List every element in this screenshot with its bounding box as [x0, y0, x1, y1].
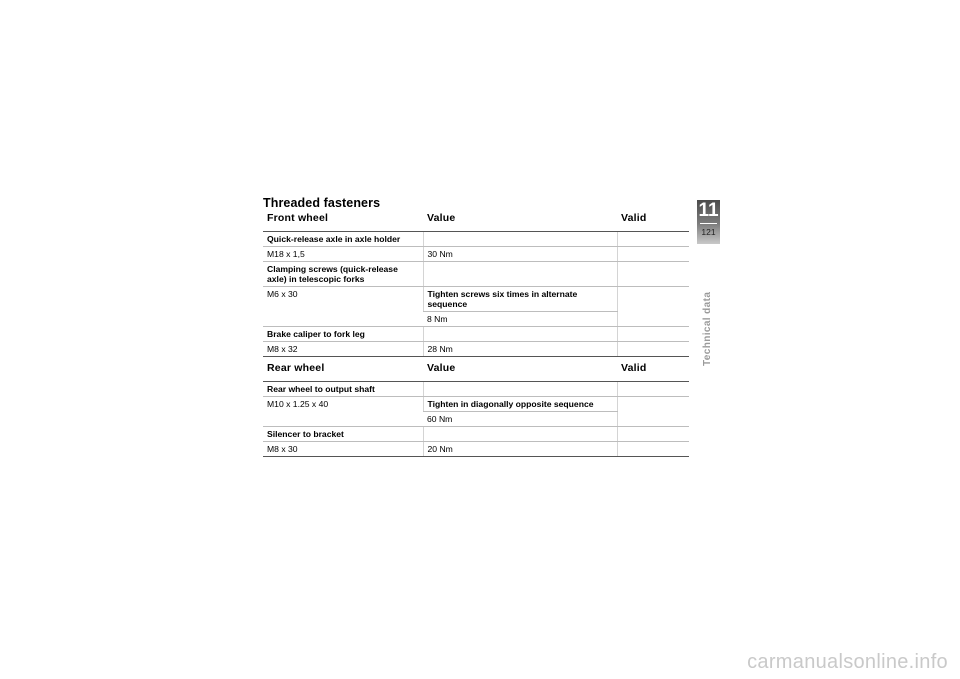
table-header-row: [263, 362, 689, 382]
fastener-spec: M10 x 1.25 x 40: [263, 397, 423, 427]
table-row: [263, 382, 689, 397]
table-row: [263, 397, 689, 412]
fastener-spec: M8 x 32: [263, 342, 423, 357]
torque-value: 8 Nm: [423, 312, 617, 327]
tightening-instruction: Tighten screws six times in alternate sequence: [423, 287, 617, 312]
watermark: carmanualsonline.info: [747, 651, 948, 673]
chapter-side-label: Technical data: [702, 291, 713, 366]
chapter-divider: [700, 223, 717, 224]
torque-value: 60 Nm: [423, 412, 617, 427]
table-row: [263, 442, 689, 457]
column-header-front-wheel: Front wheel: [263, 212, 423, 232]
column-header-rear-wheel: Rear wheel: [263, 362, 423, 382]
valid-cell: [617, 262, 689, 287]
value-cell: [423, 232, 617, 247]
column-header-valid: Valid: [617, 362, 689, 382]
table-row: [263, 232, 689, 247]
torque-value: 30 Nm: [423, 247, 617, 262]
valid-cell: [617, 247, 689, 262]
page-number: 121: [701, 227, 716, 237]
table-row: [263, 262, 689, 287]
table-row: [263, 327, 689, 342]
tightening-instruction: Tighten in diagonally opposite sequence: [423, 397, 617, 412]
fastener-spec: M18 x 1,5: [263, 247, 423, 262]
value-cell: [423, 427, 617, 442]
value-cell: [423, 327, 617, 342]
torque-value: 20 Nm: [423, 442, 617, 457]
fastener-group: Clamping screws (quick-release axle) in telescopic forks: [263, 262, 423, 287]
valid-cell: [617, 397, 689, 427]
fastener-group: Rear wheel to output shaft: [263, 382, 423, 397]
valid-cell: [617, 327, 689, 342]
table-row: [263, 427, 689, 442]
fastener-group: Quick-release axle in axle holder: [263, 232, 423, 247]
torque-value: 28 Nm: [423, 342, 617, 357]
valid-cell: [617, 232, 689, 247]
value-cell: [423, 262, 617, 287]
fastener-group: Silencer to bracket: [263, 427, 423, 442]
front-wheel-table: [263, 212, 689, 357]
valid-cell: [617, 442, 689, 457]
table-row: [263, 247, 689, 262]
section-title: Threaded fasteners: [263, 196, 381, 210]
valid-cell: [617, 287, 689, 327]
valid-cell: [617, 382, 689, 397]
fastener-group: Brake caliper to fork leg: [263, 327, 423, 342]
column-header-value: Value: [423, 362, 617, 382]
table-row: [263, 287, 689, 312]
table-row: [263, 342, 689, 357]
fastener-spec: M8 x 30: [263, 442, 423, 457]
fastener-spec: M6 x 30: [263, 287, 423, 327]
chapter-number: 11: [698, 200, 719, 221]
column-header-valid: Valid: [617, 212, 689, 232]
column-header-value: Value: [423, 212, 617, 232]
valid-cell: [617, 342, 689, 357]
valid-cell: [617, 427, 689, 442]
rear-wheel-table: [263, 362, 689, 457]
value-cell: [423, 382, 617, 397]
table-header-row: [263, 212, 689, 232]
